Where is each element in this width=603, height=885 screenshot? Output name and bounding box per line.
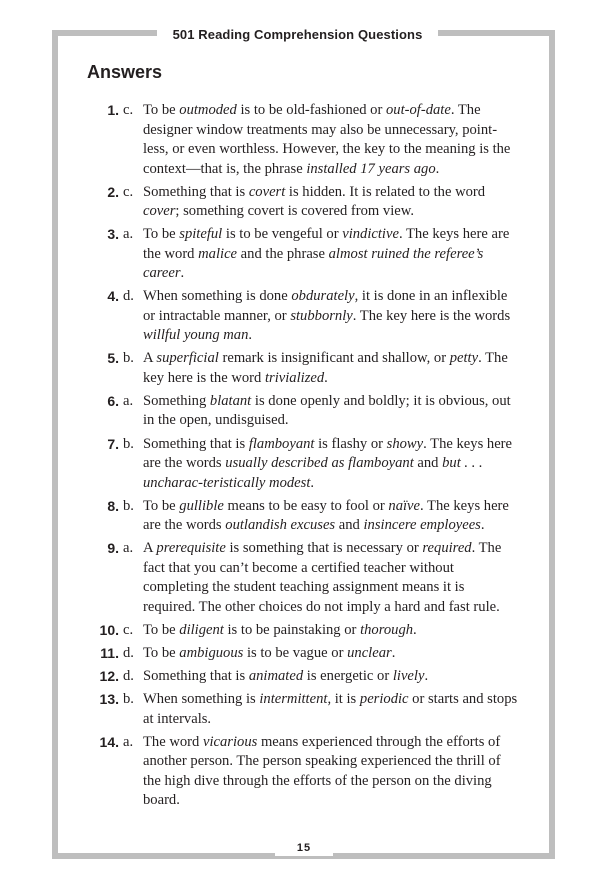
answer-explanation bbox=[143, 393, 511, 429]
explanation-text: is done openly and boldly; it is obvious, out in the open, undisguised. bbox=[143, 392, 511, 429]
key-term: intermittent bbox=[259, 691, 328, 708]
explanation-text: . The designer window treatments may also be unnecessary, point-less, or even worthless. However, the key to the meaning is the context—that is, the phrase bbox=[143, 102, 511, 177]
explanation-text: is something that is necessary or bbox=[225, 540, 423, 557]
explanation-text: When something is bbox=[143, 691, 260, 708]
key-term: outmoded bbox=[179, 102, 237, 118]
answer-letter: a. bbox=[123, 392, 134, 409]
answer-item bbox=[0, 497, 519, 536]
running-head: 501 Reading Comprehension Questions bbox=[172, 27, 423, 42]
explanation-text: . bbox=[480, 517, 485, 534]
answer-item bbox=[0, 733, 519, 811]
answer-letter: a. bbox=[123, 733, 134, 750]
explanation-text: or starts and stops at intervals. bbox=[143, 691, 518, 727]
answer-item bbox=[0, 667, 519, 687]
answer-explanation bbox=[143, 668, 428, 684]
explanation-text: is energetic or bbox=[303, 668, 393, 685]
answer-letter: c. bbox=[123, 183, 134, 200]
key-term: blatant bbox=[209, 392, 252, 409]
explanation-text: means experienced through the efforts of another person. The person speaking experienced the thrill of the high dive through the efforts of the person on the diving board. bbox=[143, 733, 501, 809]
answer-explanation bbox=[143, 498, 509, 534]
answer-letter: b. bbox=[123, 435, 134, 452]
answer-explanation bbox=[143, 288, 510, 343]
explanation-text: means to be easy to fool or bbox=[223, 497, 389, 514]
answer-explanation bbox=[143, 350, 508, 386]
answer-item bbox=[0, 392, 519, 431]
explanation-text: . The keys here are the words bbox=[143, 435, 513, 472]
answer-item bbox=[0, 621, 519, 641]
answer-number: 3. bbox=[107, 226, 119, 243]
explanation-text: To be bbox=[143, 497, 180, 514]
key-term: installed 17 years ago bbox=[306, 160, 436, 177]
explanation-text: is to be vengeful or bbox=[222, 226, 343, 243]
explanation-text: . The fact that you can’t become a certified teacher without completing the student teaching assignment means it is required. The other choices do not imply a hard and fast rule. bbox=[143, 540, 502, 615]
key-term: ambiguous bbox=[179, 644, 244, 661]
explanation-text: remark is insignificant and shallow, or bbox=[218, 350, 450, 367]
explanation-text: To be bbox=[143, 226, 180, 243]
answer-letter: d. bbox=[123, 668, 134, 685]
answer-number: 8. bbox=[107, 497, 119, 514]
key-term: vicarious bbox=[202, 733, 258, 750]
key-term: obdurately bbox=[291, 288, 355, 305]
key-term: cover bbox=[143, 203, 176, 220]
answer-letter: d. bbox=[123, 644, 134, 661]
key-term: periodic bbox=[359, 691, 409, 708]
answer-number: 4. bbox=[107, 288, 119, 305]
explanation-text: . bbox=[248, 327, 253, 344]
explanation-text: . The key here is the word bbox=[143, 350, 508, 386]
key-term: thorough bbox=[360, 621, 414, 638]
explanation-text: To be bbox=[143, 102, 180, 118]
answer-number: 6. bbox=[107, 392, 119, 409]
answer-number: 11. bbox=[100, 644, 119, 661]
key-term: stubbornly bbox=[290, 307, 353, 324]
answer-item bbox=[0, 539, 519, 617]
answer-letter: a. bbox=[123, 226, 134, 243]
key-term: flamboyant bbox=[248, 435, 315, 452]
answer-explanation bbox=[143, 436, 512, 491]
key-term: gullible bbox=[179, 497, 224, 514]
key-term: naïve bbox=[388, 497, 421, 514]
answer-item bbox=[0, 435, 519, 494]
key-term: malice bbox=[198, 245, 238, 262]
key-term: usually described as flamboyant bbox=[225, 455, 414, 472]
explanation-text: is flashy or bbox=[314, 435, 387, 452]
explanation-text: is to be painstaking or bbox=[223, 621, 361, 638]
key-term: unclear bbox=[347, 644, 392, 661]
key-term: covert bbox=[248, 183, 286, 200]
answer-letter: d. bbox=[123, 288, 134, 305]
explanation-text: . bbox=[424, 668, 429, 685]
answer-number: 12. bbox=[99, 668, 119, 685]
explanation-text: . bbox=[310, 474, 315, 491]
explanation-text: and bbox=[413, 455, 443, 472]
answer-item bbox=[0, 644, 519, 664]
key-term: willful young man bbox=[143, 327, 249, 344]
answer-number: 2. bbox=[107, 183, 119, 200]
answer-letter: b. bbox=[123, 497, 134, 514]
explanation-text: . bbox=[435, 160, 440, 177]
explanation-text: is to be vague or bbox=[243, 644, 348, 661]
explanation-text: . bbox=[391, 644, 396, 661]
answer-item bbox=[0, 349, 519, 388]
explanation-text: To be bbox=[143, 644, 180, 661]
explanation-text: When something is done bbox=[143, 288, 292, 305]
section-heading: Answers bbox=[87, 62, 163, 82]
explanation-text: , it is done in an inflexible or intractable manner, or bbox=[143, 288, 508, 324]
answer-item bbox=[0, 183, 519, 222]
answer-number: 1. bbox=[107, 102, 119, 118]
key-term: spiteful bbox=[179, 226, 223, 243]
explanation-text: Something that is bbox=[143, 183, 249, 200]
answer-number: 9. bbox=[107, 540, 119, 557]
key-term: diligent bbox=[179, 621, 224, 638]
explanation-text: , it is bbox=[327, 691, 360, 708]
explanation-text: Something that is bbox=[143, 668, 249, 685]
explanation-text: The word bbox=[143, 733, 203, 750]
explanation-text: ; something covert is covered from view. bbox=[175, 203, 414, 220]
explanation-text: . bbox=[180, 265, 185, 282]
key-term: animated bbox=[248, 668, 304, 685]
explanation-text: . The key here is the words bbox=[352, 307, 511, 324]
explanation-text: is hidden. It is related to the word bbox=[285, 183, 486, 200]
explanation-text: . bbox=[324, 369, 328, 386]
key-term: almost ruined the referee’s career bbox=[143, 245, 484, 282]
key-term: outlandish excuses bbox=[225, 517, 336, 534]
key-term: trivialized bbox=[264, 369, 325, 386]
explanation-text: . bbox=[413, 621, 417, 638]
answer-explanation bbox=[143, 184, 485, 220]
answer-explanation bbox=[143, 734, 501, 809]
explanation-text: A bbox=[143, 540, 157, 557]
answer-letter: c. bbox=[123, 621, 134, 638]
answer-explanation bbox=[143, 102, 510, 177]
answer-explanation bbox=[143, 691, 517, 727]
explanation-text: and the phrase bbox=[237, 245, 329, 262]
explanation-text: To be bbox=[143, 621, 180, 638]
key-term: superficial bbox=[156, 350, 219, 367]
answer-number: 13. bbox=[99, 691, 119, 708]
explanation-text: Something bbox=[143, 392, 210, 409]
answer-number: 5. bbox=[107, 350, 119, 367]
answer-item bbox=[0, 101, 519, 179]
key-term: but . . . uncharac-teristically modest bbox=[143, 455, 483, 491]
page-number: 15 bbox=[296, 842, 312, 854]
key-term: prerequisite bbox=[156, 540, 226, 557]
answer-explanation bbox=[143, 226, 509, 281]
key-term: insincere employees bbox=[363, 517, 481, 534]
explanation-text: . The keys here are the word bbox=[143, 226, 510, 262]
answer-letter: b. bbox=[123, 350, 134, 367]
answer-item bbox=[0, 690, 519, 729]
explanation-text: . The keys here are the words bbox=[143, 497, 509, 534]
answer-list bbox=[0, 101, 603, 814]
answer-letter: c. bbox=[123, 102, 134, 118]
explanation-text: A bbox=[143, 350, 157, 367]
answer-explanation bbox=[143, 622, 417, 638]
answer-explanation bbox=[143, 645, 395, 661]
answer-item bbox=[0, 287, 519, 346]
key-term: lively bbox=[392, 668, 425, 685]
answer-explanation bbox=[143, 540, 501, 615]
key-term: required bbox=[422, 540, 472, 557]
key-term: petty bbox=[449, 350, 479, 367]
key-term: out-of-date bbox=[385, 102, 451, 118]
answer-number: 7. bbox=[107, 435, 119, 452]
answer-number: 14. bbox=[99, 733, 119, 750]
answer-letter: a. bbox=[123, 540, 134, 557]
answer-letter: b. bbox=[123, 691, 134, 708]
explanation-text: Something that is bbox=[143, 435, 249, 452]
explanation-text: and bbox=[335, 517, 364, 534]
answer-item bbox=[0, 225, 519, 284]
explanation-text: is to be old-fashioned or bbox=[236, 102, 386, 118]
answer-number: 10. bbox=[99, 621, 119, 638]
key-term: showy bbox=[386, 435, 424, 452]
key-term: vindictive bbox=[342, 226, 399, 243]
